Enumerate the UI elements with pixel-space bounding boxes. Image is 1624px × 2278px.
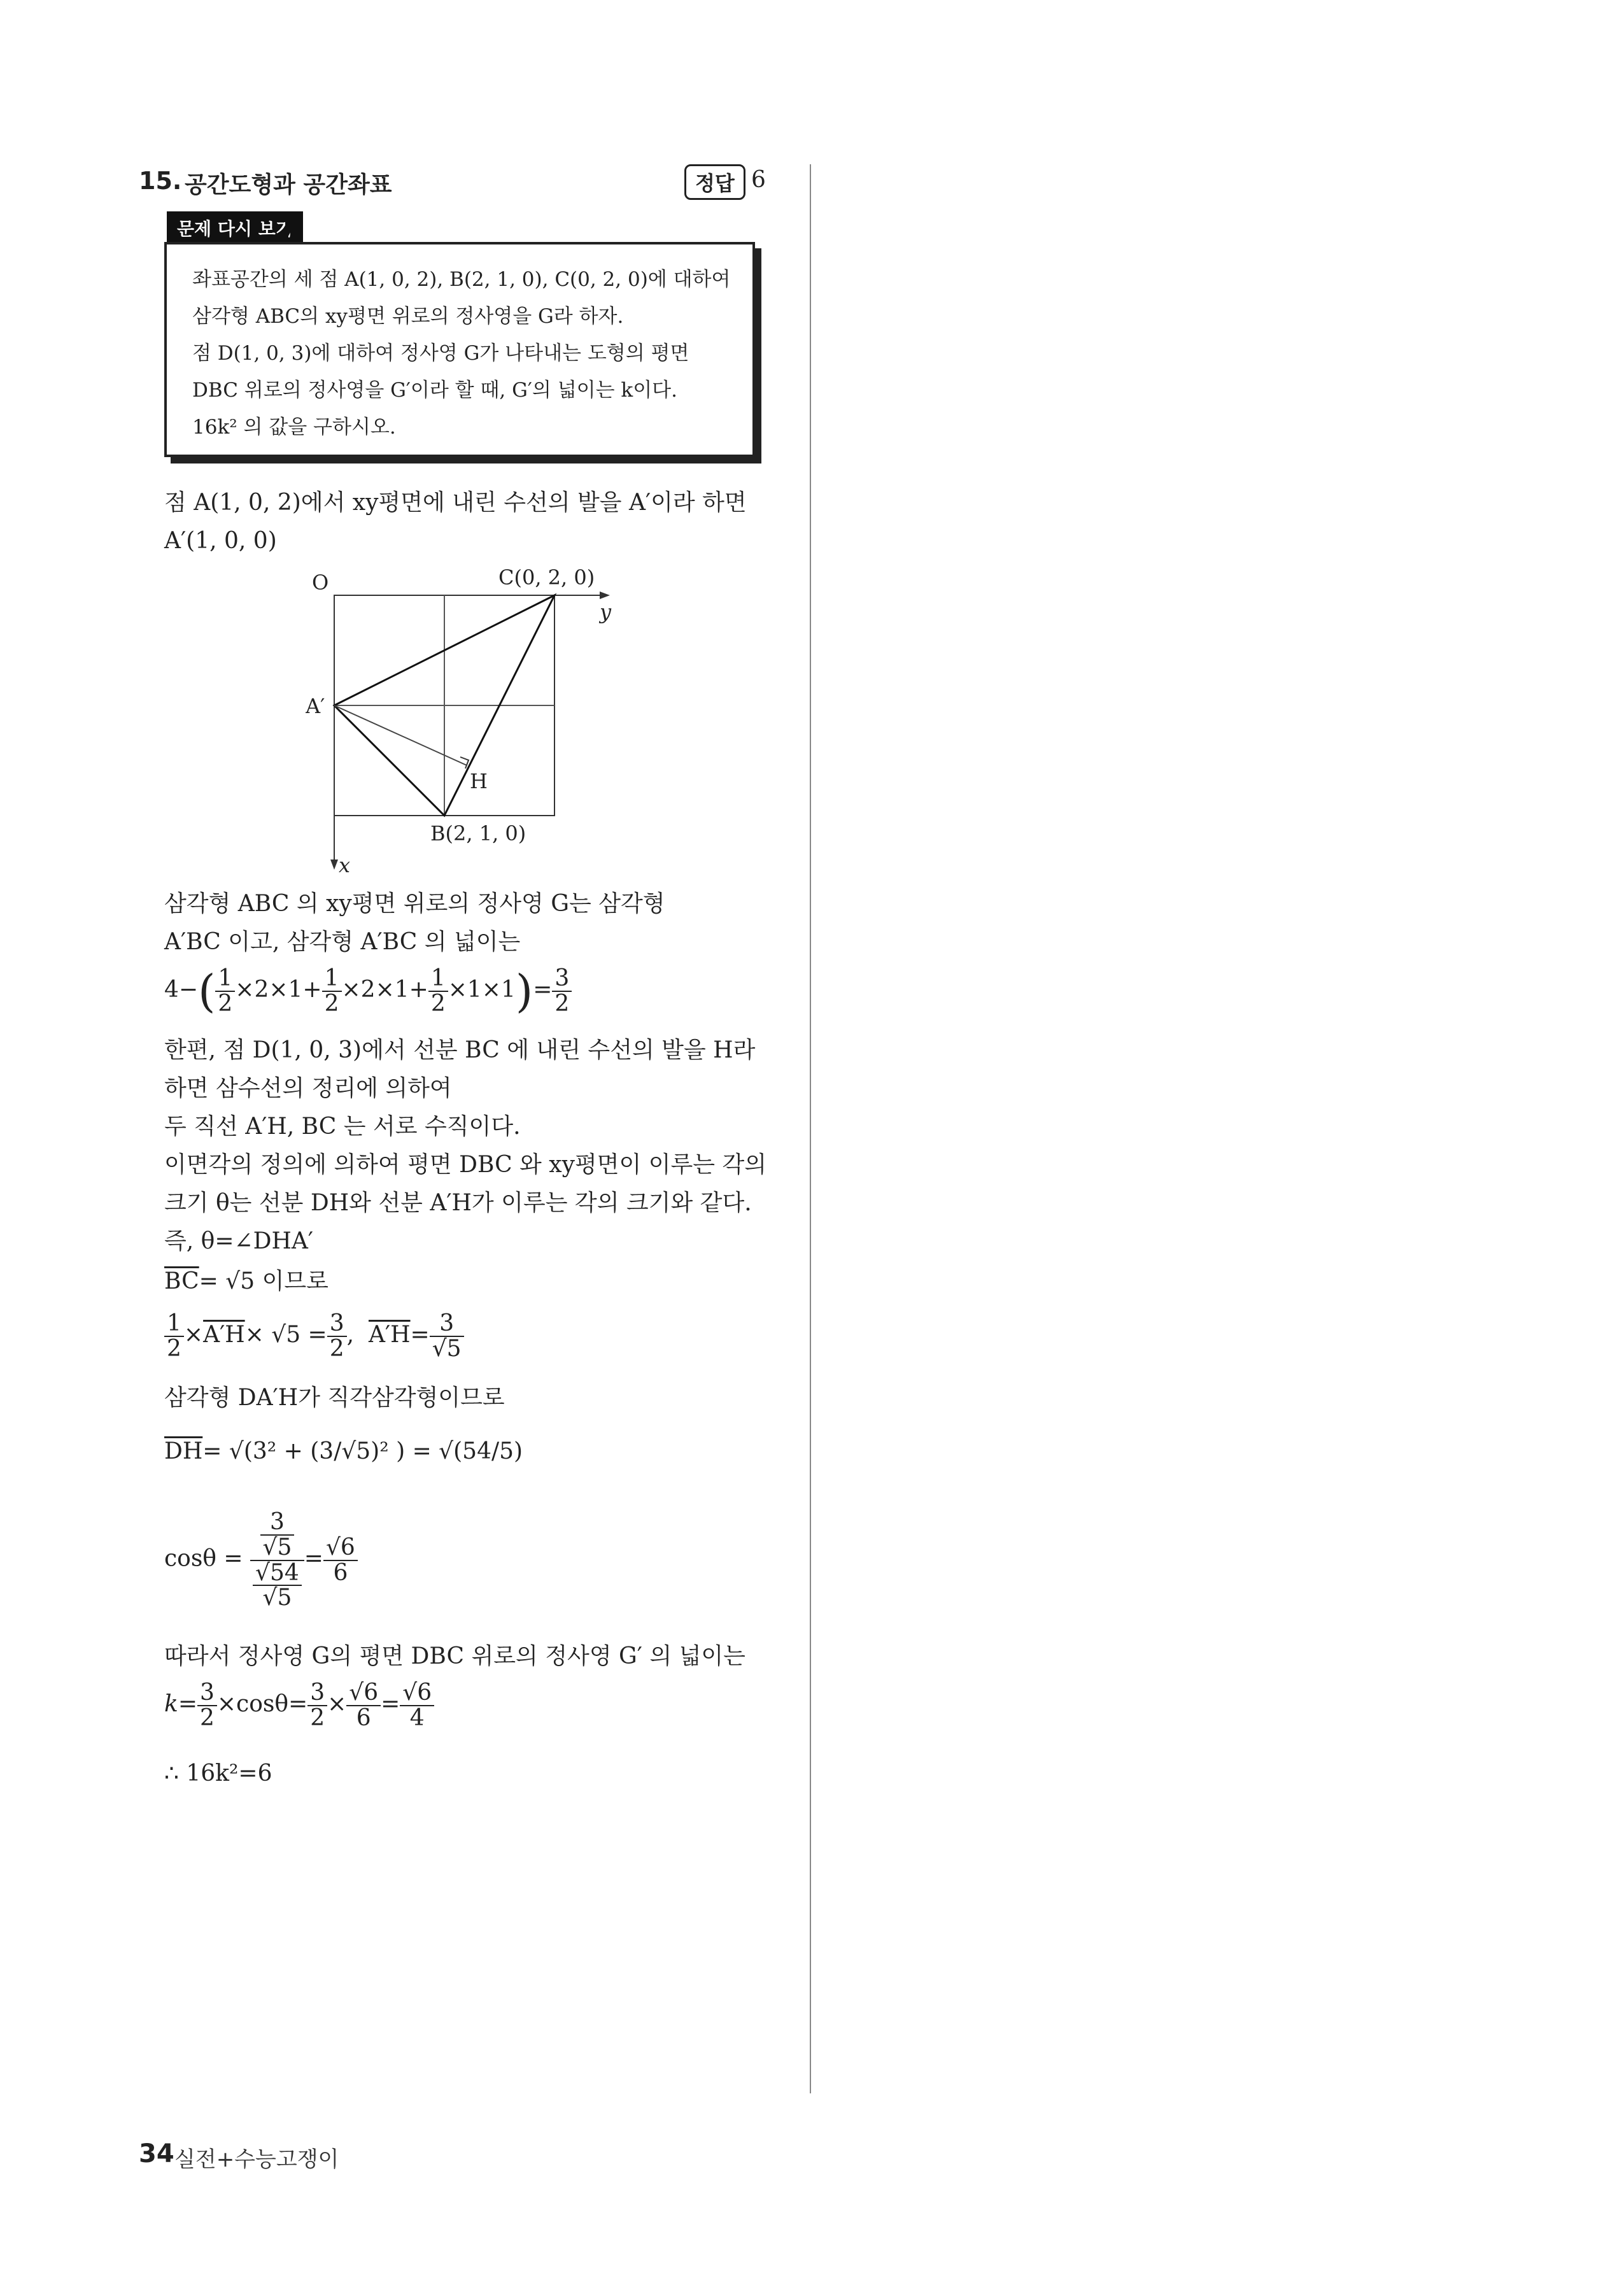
column-divider [810, 164, 811, 2093]
problem-line-4: DBC 위로의 정사영을 G′이라 할 때, G′의 넓이는 k이다. [192, 379, 677, 402]
eq1-equals: = [533, 976, 553, 1003]
book-title: 실전+수능고쟁이 [174, 2147, 339, 2172]
eq1-f3-den: 2 [430, 990, 446, 1017]
eq1-f2-num: 1 [322, 966, 342, 992]
solution-line-7: 두 직선 A′H, BC 는 서로 수직이다. [164, 1114, 521, 1140]
problem-line-3: 점 D(1, 0, 3)에 대하여 정사영 G가 나타내는 도형의 평면 [192, 342, 689, 365]
solution-line-13: 따라서 정사영 G의 평면 DBC 위로의 정사영 G′ 의 넓이는 [164, 1643, 745, 1669]
eq5-f4-den: 4 [409, 1704, 425, 1731]
problem-line-5: 16k² 의 값을 구하시오. [192, 416, 396, 439]
eq5-cos: ×cosθ= [216, 1690, 308, 1717]
review-tag: 문제 다시 보기 [167, 211, 303, 244]
problem-box [164, 242, 755, 457]
eq1-f2-den: 2 [324, 990, 339, 1017]
problem-title: 공간도형과 공간좌표 [185, 172, 392, 198]
dh-value: = √(3² + (3/√5)² ) = √(54/5) [202, 1438, 523, 1464]
perpendicular-ah [334, 705, 467, 765]
eq2-comma: , [346, 1321, 355, 1348]
eq5-f1-den: 2 [199, 1704, 215, 1731]
label-b: B(2, 1, 0) [430, 821, 526, 845]
label-h: H [470, 769, 488, 793]
review-tag-tail [285, 211, 302, 242]
final-answer: ∴ 16k²=6 [164, 1760, 272, 1786]
eq5-f2-num: 3 [307, 1681, 327, 1706]
label-o: O [312, 570, 329, 595]
eq2-sqrt5: × √5 = [244, 1321, 327, 1348]
eq5-f4-num: √6 [400, 1681, 434, 1706]
solution-line-3: 삼각형 ABC 의 xy평면 위로의 정사영 G는 삼각형 [164, 891, 665, 917]
label-a-prime: A′ [306, 694, 325, 718]
area-equation: 4−( $\frac{1}{2}$ ×2×1+ $\frac{1}{2}$ ×2×1+ $\frac{1}{2}$ ×1×1)= $\frac{3}{2}$ [164, 966, 572, 1016]
ah-equation [164, 1312, 464, 1361]
label-x: x [339, 853, 351, 877]
eq1-result-den: 2 [554, 990, 570, 1017]
solution-line-8: 이면각의 정의에 의하여 평면 DBC 와 xy평면이 이루는 각의 [164, 1152, 767, 1178]
eq1-f1-den: 2 [218, 990, 233, 1017]
eq1-term-3: ×1×1 [448, 976, 516, 1003]
solution-line-4: A′BC 이고, 삼각형 A′BC 의 넓이는 [164, 929, 521, 955]
solution-line-1: 점 A(1, 0, 2)에서 xy평면에 내린 수선의 발을 A′이라 하면 [164, 490, 747, 516]
solution-line-11 [164, 1270, 328, 1293]
eq4-n2: √5 [262, 1534, 292, 1560]
page-number: 34 [139, 2139, 174, 2168]
eq5-k: k= [164, 1690, 197, 1717]
label-c: C(0, 2, 0) [498, 565, 595, 590]
segment-dh: $\overline{DH}$ [164, 1438, 203, 1464]
solution-line-12: 삼각형 DA′H가 직각삼각형이므로 [164, 1385, 505, 1411]
eq2-equals: = [410, 1321, 430, 1348]
x-arrow [330, 860, 338, 870]
eq4-equals: = [304, 1545, 323, 1572]
label-y: y [600, 600, 612, 624]
bc-value: = √5 이므로 [199, 1268, 328, 1294]
problem-line-2: 삼각형 ABC의 xy평면 위로의 정사영을 G라 하자. [192, 305, 624, 328]
solution-line-6: 하면 삼수선의 정리에 의하여 [164, 1075, 452, 1101]
eq4-r-num: √6 [323, 1536, 358, 1561]
eq2-ah-2: A′H [368, 1321, 411, 1348]
problem-line-1: 좌표공간의 세 점 A(1, 0, 2), B(2, 1, 0), C(0, 2, 0)에 대하여 [192, 268, 731, 291]
eq1-result-num: 3 [552, 966, 572, 992]
eq2-h-den: √5 [432, 1335, 462, 1362]
cos-equation [164, 1510, 358, 1610]
eq2-f-num: 1 [164, 1312, 184, 1337]
eq1-term-1: ×2×1+ [235, 976, 322, 1003]
problem-number: 15. [139, 167, 182, 195]
eq2-f-den: 2 [167, 1335, 181, 1362]
eq4-n1: 3 [260, 1510, 295, 1536]
eq2-ah: A′H [203, 1321, 245, 1348]
solution-line-9: 크기 θ는 선분 DH와 선분 A′H가 이루는 각의 크기와 같다. [164, 1190, 752, 1216]
eq5-f2-den: 2 [310, 1704, 325, 1731]
eq2-h-num: 3 [430, 1312, 464, 1337]
eq4-r-den: 6 [333, 1559, 348, 1586]
answer-label: 정답 [684, 164, 745, 200]
solution-line-2: A′(1, 0, 0) [164, 528, 277, 554]
segment-bc: $\overline{BC}$ [164, 1268, 199, 1294]
eq5-f3-den: 6 [356, 1704, 371, 1731]
projection-figure [306, 560, 637, 879]
solution-line-10: 즉, θ=∠DHA′ [164, 1228, 314, 1254]
eq4-d2: √5 [262, 1585, 292, 1611]
dh-equation [164, 1440, 523, 1463]
eq4-d1: √54 [253, 1561, 302, 1587]
eq5-f1-num: 3 [197, 1681, 217, 1706]
eq1-f1-num: 1 [215, 966, 235, 992]
eq1-term-a: 4− [164, 976, 199, 1003]
eq1-f3-num: 1 [428, 966, 448, 992]
eq5-equals: = [381, 1690, 400, 1717]
eq5-times: × [327, 1690, 347, 1717]
eq5-f3-num: √6 [346, 1681, 381, 1706]
eq1-term-2: ×2×1+ [341, 976, 428, 1003]
eq2-times: × [183, 1321, 204, 1348]
eq4-lhs: cosθ = [164, 1545, 243, 1572]
y-arrow [600, 591, 610, 599]
answer-value: 6 [751, 167, 766, 193]
eq2-g-den: 2 [329, 1335, 344, 1362]
k-equation [164, 1681, 434, 1730]
eq2-g-num: 3 [327, 1312, 347, 1337]
solution-line-5: 한편, 점 D(1, 0, 3)에서 선분 BC 에 내린 수선의 발을 H라 [164, 1037, 756, 1063]
